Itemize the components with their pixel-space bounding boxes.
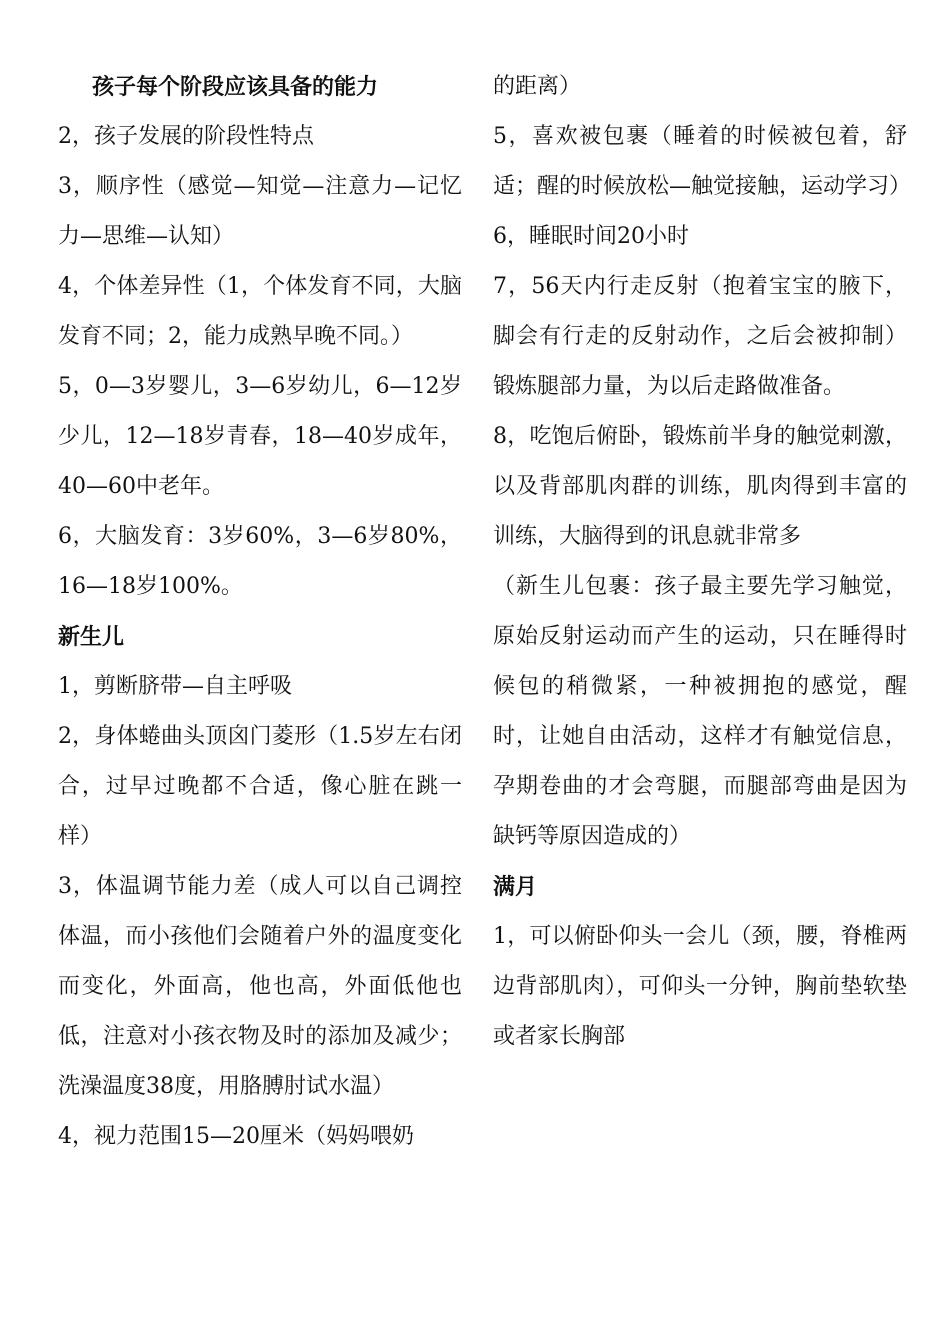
paragraph: 5，0—3岁婴儿，3—6岁幼儿，6—12岁少儿，12—18岁青春，18—40岁成年，40—60中老年。 [58,374,462,499]
paragraph: 7，56天内行走反射（抱着宝宝的腋下，脚会有行走的反射动作，之后会被抑制）锻炼腿部力量，为以后走路做准备。 [493,274,907,399]
paragraph: 6，大脑发育：3岁60%，3—6岁80%，16—18岁100%。 [58,524,462,599]
right-paragraphs-2 [493,912,907,1062]
paragraph: （新生儿包裹：孩子最主要先学习触觉，原始反射运动而产生的运动，只在睡得时候包的稍微紧，一种被拥抱的感觉，醒时，让她自由活动，这样才有触觉信息，孕期卷曲的才会弯腿，而腿部弯曲是因为缺钙等原因造成的） [493,574,907,849]
right-column [493,62,912,1062]
paragraph: 2，孩子发展的阶段性特点 [58,124,314,149]
left-paragraphs-2 [58,662,462,1162]
paragraph: 的距离） [493,74,582,99]
paragraph: 4，视力范围15—20厘米（妈妈喂奶 [58,1124,414,1149]
paragraph: 2，身体蜷曲头顶囟门菱形（1.5岁左右闭合，过早过晚都不合适，像心脏在跳一样） [58,724,462,849]
paragraph: 4，个体差异性（1，个体发育不同，大脑发育不同；2，能力成熟早晚不同。） [58,274,462,349]
left-column [58,62,462,1162]
paragraph: 6，睡眠时间20小时 [493,224,689,249]
paragraph: 5，喜欢被包裹（睡着的时候被包着，舒适；醒的时候放松—触觉接触，运动学习） [493,124,912,199]
paragraph: 1，可以俯卧仰头一会儿（颈，腰，脊椎两边背部肌肉），可仰头一分钟，胸前垫软垫或者家长胸部 [493,924,907,1049]
paragraph: 1，剪断脐带—自主呼吸 [58,674,292,699]
left-paragraphs-1 [58,112,462,612]
paragraph: 3，顺序性（感觉—知觉—注意力—记忆力—思维—认知） [58,174,462,249]
right-paragraphs-1 [493,62,912,862]
section-heading-full-month: 满月 [493,874,538,900]
paragraph: 8，吃饱后俯卧，锻炼前半身的触觉刺激，以及背部肌肉群的训练，肌肉得到丰富的训练，大脑得到的讯息就非常多 [493,424,907,549]
section-heading-newborn: 新生儿 [58,624,125,650]
paragraph: 3，体温调节能力差（成人可以自己调控体温，而小孩他们会随着户外的温度变化而变化，外面高，他也高，外面低他也低，注意对小孩衣物及时的添加及减少；洗澡温度38度，用胳膊肘试水温） [58,874,462,1099]
document-title: 孩子每个阶段应该具备的能力 [92,74,379,100]
